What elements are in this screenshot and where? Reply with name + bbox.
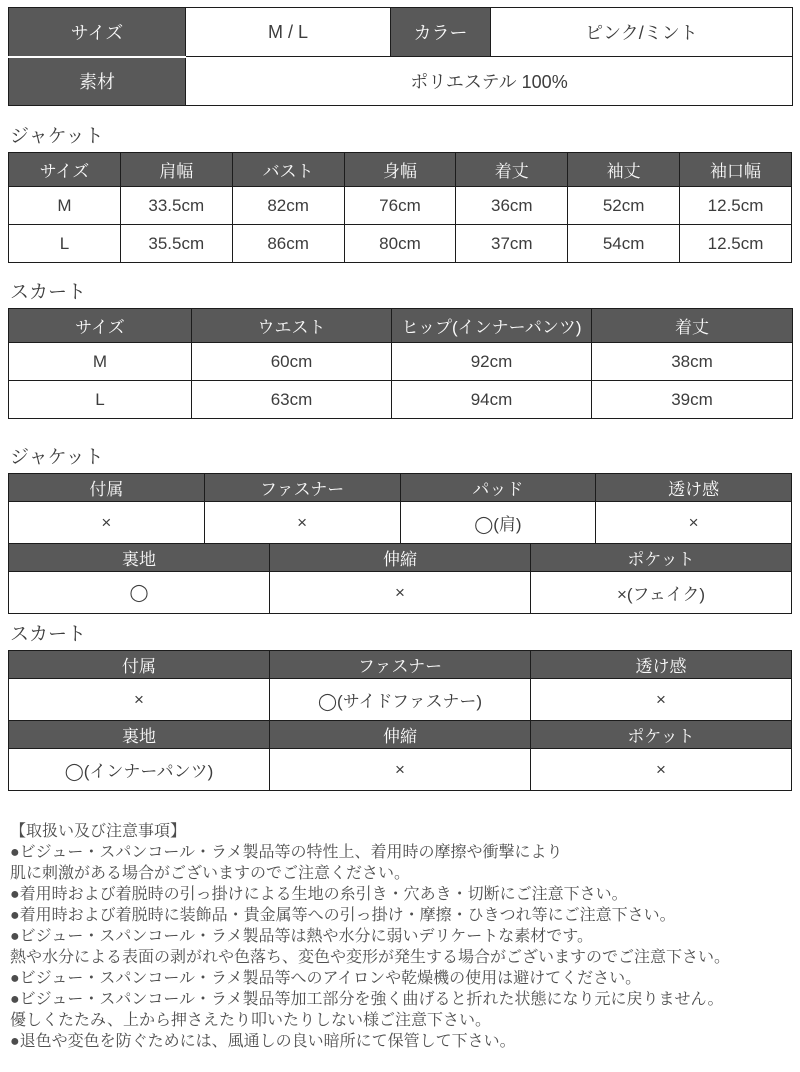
jacket-size-cell: 12.5cm (680, 187, 792, 225)
skirt-detail-header-row-1 (9, 651, 792, 679)
skirt-detail-value-cell: × (531, 679, 792, 721)
spec-row-size-color (9, 8, 793, 57)
spec-material-label-cell: 素材 (9, 57, 186, 106)
jacket-size-header-cell: 袖口幅 (680, 153, 792, 187)
jacket-detail-header-cell: 付属 (9, 474, 205, 502)
jacket-size-cell: 36cm (456, 187, 568, 225)
jacket-size-header-cell: 肩幅 (120, 153, 232, 187)
care-note-line: ●ビジュー・スパンコール・ラメ製品等は熱や水分に弱いデリケートな素材です。 (10, 928, 593, 945)
skirt-size-header-cell: サイズ (9, 309, 192, 343)
jacket-detail-header-cell: 透け感 (596, 474, 792, 502)
jacket-size-cell: 33.5cm (120, 187, 232, 225)
skirt-detail-value-cell: × (531, 749, 792, 791)
jacket-detail-table (8, 473, 792, 614)
jacket-size-table (8, 152, 792, 263)
skirt-detail-table (8, 650, 792, 791)
skirt-detail-header-cell: 透け感 (531, 651, 792, 679)
skirt-size-cell: L (9, 381, 192, 419)
skirt-size-cell: 63cm (192, 381, 392, 419)
skirt-size-header-cell: ウエスト (192, 309, 392, 343)
jacket-size-cell: L (9, 225, 121, 263)
skirt-size-header-cell: ヒップ(インナーパンツ) (392, 309, 592, 343)
skirt-size-row-m (9, 343, 793, 381)
jacket-size-cell: 35.5cm (120, 225, 232, 263)
skirt-size-cell: 39cm (592, 381, 793, 419)
skirt-detail-value-cell: ◯(サイドファスナー) (270, 679, 531, 721)
skirt-size-cell: 92cm (392, 343, 592, 381)
jacket-size-header-cell: 身幅 (344, 153, 456, 187)
jacket-size-cell: 82cm (232, 187, 344, 225)
spec-size-value-cell: M / L (186, 8, 391, 57)
jacket-detail-value-cell: ◯(肩) (400, 502, 596, 544)
spec-color-value-cell: ピンク/ミント (491, 8, 793, 57)
jacket-detail-header-cell: 伸縮 (270, 544, 531, 572)
skirt-detail-header-row-2 (9, 721, 792, 749)
jacket-detail-value-row-2 (9, 572, 792, 614)
care-notes (8, 821, 792, 1052)
skirt-detail-value-cell: × (270, 749, 531, 791)
skirt-size-row-l (9, 381, 793, 419)
jacket-size-section-label: ジャケット (10, 126, 104, 147)
jacket-size-header-cell: 袖丈 (568, 153, 680, 187)
care-note-line: ●ビジュー・スパンコール・ラメ製品等へのアイロンや乾燥機の使用は避けてください。 (10, 970, 642, 987)
skirt-size-cell: 94cm (392, 381, 592, 419)
jacket-size-row-l (9, 225, 792, 263)
jacket-detail-header-cell: 裏地 (9, 544, 270, 572)
care-note-line: ●ビジュー・スパンコール・ラメ製品等の特性上、着用時の摩擦や衝撃により (10, 844, 563, 861)
jacket-size-header-cell: バスト (232, 153, 344, 187)
skirt-detail-header-cell: ポケット (531, 721, 792, 749)
jacket-size-cell: 80cm (344, 225, 456, 263)
skirt-detail-header-cell: ファスナー (270, 651, 531, 679)
care-notes-title: 【取扱い及び注意事項】 (10, 823, 187, 840)
jacket-detail-value-cell: ◯ (9, 572, 270, 614)
jacket-size-cell: M (9, 187, 121, 225)
spec-material-value-cell: ポリエステル 100% (186, 57, 793, 106)
care-note-line: ●着用時および着脱時の引っ掛けによる生地の糸引き・穴あき・切断にご注意下さい。 (10, 886, 628, 903)
jacket-detail-value-cell: × (270, 572, 531, 614)
jacket-size-header-row (9, 153, 792, 187)
jacket-size-cell: 86cm (232, 225, 344, 263)
skirt-size-cell: 38cm (592, 343, 793, 381)
jacket-detail-value-row-1 (9, 502, 792, 544)
jacket-size-cell: 54cm (568, 225, 680, 263)
skirt-size-header-cell: 着丈 (592, 309, 793, 343)
jacket-detail-value-cell: × (204, 502, 400, 544)
skirt-detail-value-cell: × (9, 679, 270, 721)
skirt-detail-header-cell: 裏地 (9, 721, 270, 749)
skirt-detail-header-cell: 伸縮 (270, 721, 531, 749)
jacket-detail-value-cell: ×(フェイク) (531, 572, 792, 614)
jacket-detail-header-cell: ファスナー (204, 474, 400, 502)
jacket-size-cell: 76cm (344, 187, 456, 225)
jacket-size-header-cell: サイズ (9, 153, 121, 187)
jacket-size-cell: 52cm (568, 187, 680, 225)
care-note-line: 優しくたたみ、上から押さえたり叩いたりしない様ご注意下さい。 (10, 1012, 491, 1029)
skirt-size-cell: M (9, 343, 192, 381)
care-note-line: ●退色や変色を防ぐためには、風通しの良い暗所にて保管して下さい。 (10, 1033, 516, 1050)
spec-row-material (9, 57, 793, 106)
spec-table (8, 7, 793, 106)
care-note-line: 肌に刺激がある場合がございますのでご注意ください。 (10, 865, 411, 882)
jacket-size-cell: 12.5cm (680, 225, 792, 263)
jacket-detail-value-cell: × (9, 502, 205, 544)
skirt-size-header-row (9, 309, 793, 343)
skirt-detail-section-label: スカート (10, 624, 87, 645)
spec-size-label-cell: サイズ (9, 8, 186, 57)
jacket-detail-header-cell: ポケット (531, 544, 792, 572)
skirt-detail-value-row-1 (9, 679, 792, 721)
skirt-size-cell: 60cm (192, 343, 392, 381)
care-note-line: 熱や水分による表面の剥がれや色落ち、変色や変形が発生する場合がございますのでご注意下さい。 (10, 949, 731, 966)
spec-color-label-cell: カラー (391, 8, 491, 57)
jacket-detail-value-cell: × (596, 502, 792, 544)
skirt-size-table (8, 308, 793, 419)
skirt-detail-value-row-2 (9, 749, 792, 791)
jacket-detail-section-label: ジャケット (10, 447, 104, 468)
skirt-size-section-label: スカート (10, 282, 87, 303)
skirt-detail-value-cell: ◯(インナーパンツ) (9, 749, 270, 791)
jacket-detail-header-row-2 (9, 544, 792, 572)
jacket-size-row-m (9, 187, 792, 225)
jacket-size-cell: 37cm (456, 225, 568, 263)
care-note-line: ●着用時および着脱時に装飾品・貴金属等への引っ掛け・摩擦・ひきつれ等にご注意下さい。 (10, 907, 676, 924)
care-note-line: ●ビジュー・スパンコール・ラメ製品等加工部分を強く曲げると折れた状態になり元に戻りません。 (10, 991, 724, 1008)
jacket-detail-header-cell: パッド (400, 474, 596, 502)
jacket-size-header-cell: 着丈 (456, 153, 568, 187)
skirt-detail-header-cell: 付属 (9, 651, 270, 679)
jacket-detail-header-row-1 (9, 474, 792, 502)
